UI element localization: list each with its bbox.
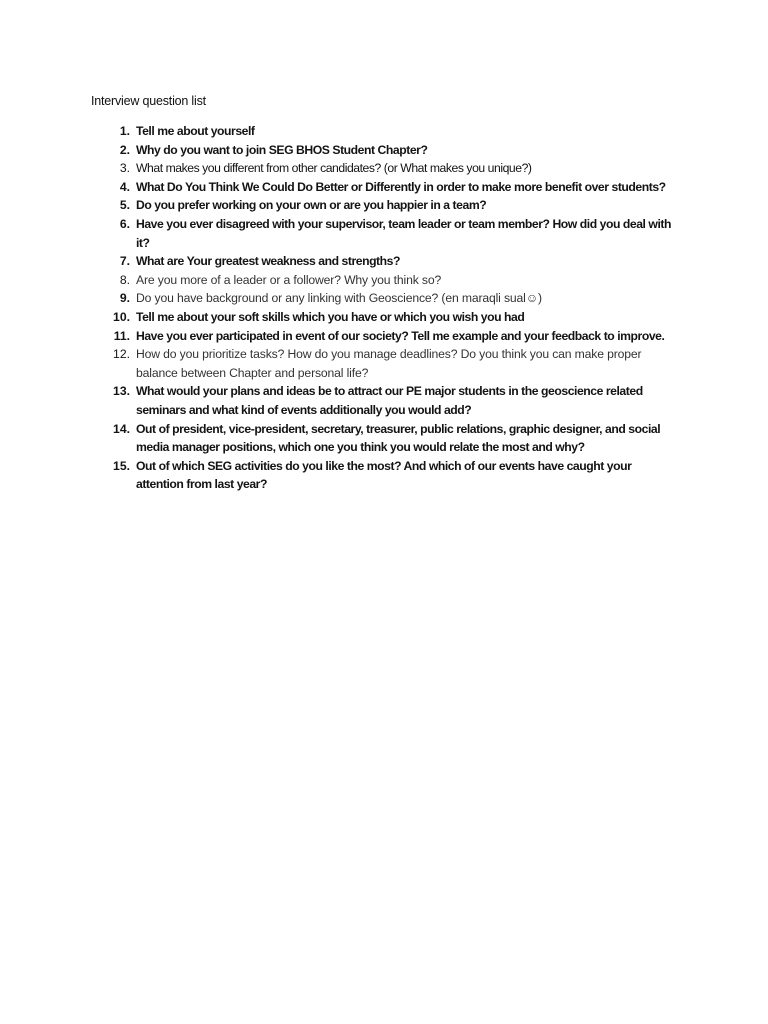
question-item-9 xyxy=(91,289,681,308)
question-item-13 xyxy=(91,382,681,419)
question-number: 13. xyxy=(113,384,130,399)
question-item-4 xyxy=(91,178,681,197)
question-item-2 xyxy=(91,141,681,160)
question-number: 10. xyxy=(113,309,130,324)
question-item-5 xyxy=(91,196,681,215)
question-text: What makes you different from other candidates? (or What makes you unique?) xyxy=(136,161,532,176)
question-item-12 xyxy=(91,345,681,382)
question-number: 4. xyxy=(119,179,130,194)
question-text: Out of which SEG activities do you like the most? And which of our events have caught your attention from last year? xyxy=(136,458,632,492)
question-item-1 xyxy=(91,122,681,141)
question-item-14 xyxy=(91,420,681,457)
question-text: Do you have background or any linking with Geoscience? (en maraqli sual☺) xyxy=(136,291,542,306)
question-text: Do you prefer working on your own or are you happier in a team? xyxy=(136,198,487,213)
question-text: How do you prioritize tasks? How do you manage deadlines? Do you think you can make proper balance between Chapter and personal life? xyxy=(136,347,642,380)
question-number: 9. xyxy=(119,291,130,306)
question-number: 15. xyxy=(113,458,130,473)
question-item-15 xyxy=(91,457,681,494)
question-text: Have you ever disagreed with your supervisor, team leader or team member? How did you deal with it? xyxy=(136,216,671,250)
question-text: Out of president, vice-president, secretary, treasurer, public relations, graphic designer, and social media manager positions, which one you think you would relate the most and why? xyxy=(136,421,661,455)
question-item-3 xyxy=(91,159,681,178)
question-number: 7. xyxy=(119,254,130,269)
question-item-6 xyxy=(91,215,681,252)
question-number: 6. xyxy=(119,216,130,231)
question-number: 5. xyxy=(119,198,130,213)
question-number: 14. xyxy=(113,421,130,436)
question-item-10 xyxy=(91,308,681,327)
question-text: Have you ever participated in event of our society? Tell me example and your feedback to improve. xyxy=(136,328,665,343)
question-text: What Do You Think We Could Do Better or Differently in order to make more benefit over students? xyxy=(136,179,666,194)
question-number: 2. xyxy=(119,142,130,157)
question-item-7 xyxy=(91,252,681,271)
question-text: Tell me about your soft skills which you have or which you wish you had xyxy=(136,309,525,324)
question-item-11 xyxy=(91,327,681,346)
question-text: What are Your greatest weakness and strengths? xyxy=(136,254,400,269)
question-text: What would your plans and ideas be to attract our PE major students in the geoscience related seminars and what kind of events additionally you would add? xyxy=(136,384,643,417)
question-text: Tell me about yourself xyxy=(136,124,255,138)
question-number: 8. xyxy=(119,272,130,287)
question-text: Why do you want to join SEG BHOS Student Chapter? xyxy=(136,142,428,157)
document-title: Interview question list xyxy=(91,94,206,108)
question-item-8 xyxy=(91,271,681,290)
question-number: 12. xyxy=(113,347,130,362)
question-text: Are you more of a leader or a follower? Why you think so? xyxy=(136,272,442,287)
question-number: 3. xyxy=(119,161,130,176)
question-list xyxy=(91,122,681,494)
question-number: 11. xyxy=(113,328,130,343)
question-number: 1. xyxy=(119,124,130,138)
